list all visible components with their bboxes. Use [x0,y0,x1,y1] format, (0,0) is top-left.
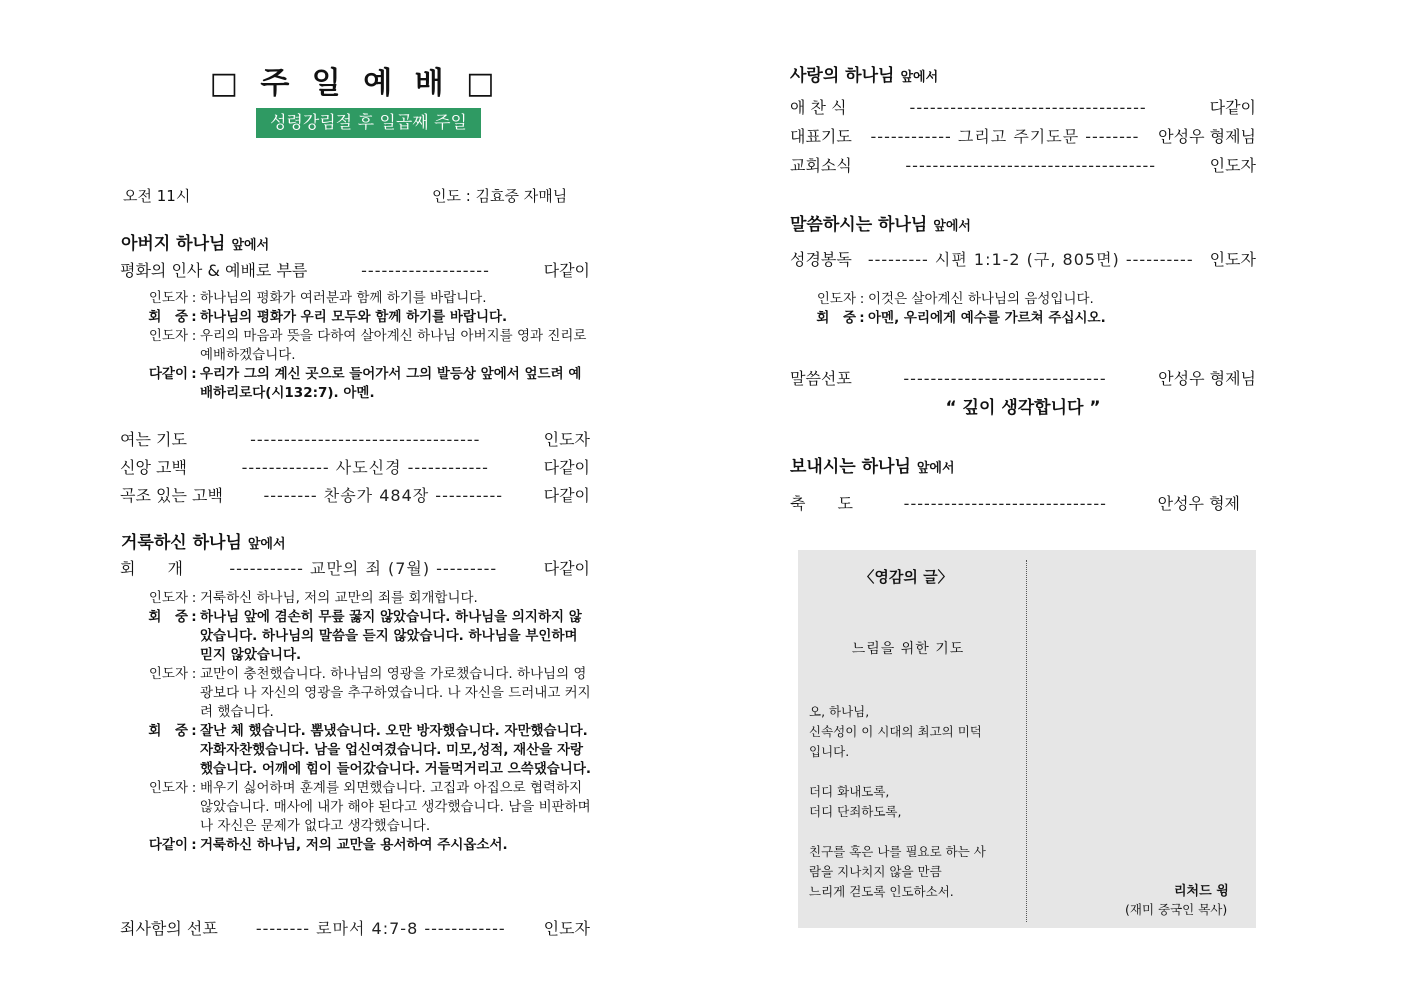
resp-who: 인도자 [148,328,188,344]
order-dash: -------- 찬송가 484장 ---------- [263,486,504,505]
poem-body [809,702,1019,902]
order-label: 죄사함의 선포 [120,919,218,938]
order-dash: ------------------------------------- [905,156,1157,175]
resp-text: 우리의 마음과 뜻을 다하여 살아계신 하나님 아버지를 영과 진리로 예배하겠습니다. [200,328,587,363]
poem-line: 신속성이 이 시대의 최고의 미덕 [809,724,982,739]
sunday-badge: 성령강림절 후 일곱째 주일 [256,108,481,138]
order-who: 다같이 [1209,98,1256,117]
poem-line: 입니다. [809,744,850,759]
sermon-title: “ 깊이 생각합니다 ” [945,398,1101,418]
order-dash: ----------------------------------- [909,98,1147,117]
resp-who: 인도자 [148,666,188,682]
poem-line: 오, 하나님, [809,704,870,719]
resp-who: 회 중 [816,310,856,326]
order-dash: ----------- 교만의 죄 (7월) --------- [229,559,498,578]
section-title: 보내시는 하나님 [790,457,911,477]
poem-line: 더디 화내도록, [809,784,890,799]
divider [1026,560,1027,922]
order-dash: ------------------------------ [903,369,1107,388]
order-who: 안성우 형제님 [1158,127,1256,146]
order-who: 인도자 [1209,250,1256,269]
order-label: 교회소식 [790,156,852,175]
section-subtitle: 앞에서 [231,238,270,253]
resp-who: 회 중 [148,723,188,739]
resp-text: 하나님 앞에 겸손히 무릎 꿇지 않았습니다. 하나님을 의지하지 않았습니다. 하나님의 말씀을 듣지 않았습니다. 하나님을 부인하며 믿지 않았습니다. [200,609,582,663]
order-label: 신앙 고백 [120,458,187,477]
section-sending-heading [790,452,955,477]
poem-author-note: (재미 중국인 목사) [1125,902,1228,917]
resp-text: 이것은 살아계신 하나님의 음성입니다. [868,291,1094,307]
section-holy-heading [121,528,286,553]
page-title: □ 주 일 예 배 □ [209,66,501,101]
inspiration-heading: 〈영감의 글〉 [859,568,953,586]
order-love-feast [790,95,1256,118]
order-who: 인도자 [1209,156,1256,175]
resp-who: 인도자 [148,290,188,306]
responsive-reading-2: 인도자 : 거룩하신 하나님, 저의 교만의 죄를 회개합니다. 회 중 : 하나님 앞에 겸손히 무릎 꿇지 않았습니다. 하나님을 의지하지 않았습니다. 하나님의 말씀을 듣지 않았습니다. 하나님을 부인하며 믿지 않았습니다. 인도자 : 교만이 충천했습니다. 하나님의 영광을 가로챘습니다. 하나님의 영광보다 나 자신의 영광을 추구하였습니다. 나 자신을 드러내고 커지려 했습니다. 회 중 : 잘난 체 했습니다. 뽐냈습니다. 오만 방자했습니다. 자만했습니다. 자화자찬했습니다. 남을 업신여겼습니다. 미모,성적, 재산을 자랑했습니다. 어깨에 힘이 들어갔습니다. 거들먹거리고 으쓱댔습니다. 인도자 : 배우기 싫어하며 훈계를 외면했습니다. 고집과 아집으로 협력하지 않았습니다. 매사에 내가 해야 된다고 생각했습니다. 남을 비판하며 나 자신은 문제가 없다고 생각했습니다. 다같이 : 거룩하신 하나님, 저의 교만을 용서하여 주시옵소서. [122,589,592,855]
order-who: 다같이 [543,261,590,280]
order-dash: ------------ 그리고 주기도문 -------- [870,127,1140,146]
poem-line: 친구를 혹은 나를 필요로 하는 사 [809,844,986,859]
order-who: 안성우 형제님 [1158,369,1256,388]
resp-who: 인도자 [148,590,188,606]
order-dash: ------------------------------ [903,494,1107,513]
order-sermon [790,366,1256,389]
responsive-reading-1: 인도자 : 하나님의 평화가 여러분과 함께 하기를 바랍니다. 회 중 : 하나님의 평화가 우리 모두와 함께 하기를 바랍니다. 인도자 : 우리의 마음과 뜻을 다하여 살아계신 하나님 아버지를 영과 진리로 예배하겠습니다. 다같이 : 우리가 그의 계신 곳으로 들어가서 그의 발등상 앞에서 엎드려 예배하리로다(시132:7). 아멘. [122,289,592,403]
order-representative-prayer [790,124,1256,147]
service-time: 오전 11시 [123,187,191,205]
order-who: 인도자 [543,430,590,449]
section-subtitle: 앞에서 [916,461,955,476]
section-subtitle: 앞에서 [933,219,971,234]
resp-text: 거룩하신 하나님, 저의 교만의 죄를 회개합니다. [200,590,478,606]
resp-who: 다같이 [148,837,188,853]
section-subtitle: 앞에서 [900,70,939,85]
order-label: 성경봉독 [790,250,852,269]
order-label: 애 찬 식 [790,98,847,117]
order-call-to-worship [120,258,590,281]
poem-line [809,762,1019,782]
order-benediction [790,491,1240,514]
section-title: 아버지 하나님 [121,234,226,254]
resp-text: 하나님의 평화가 우리 모두와 함께 하기를 바랍니다. [200,309,508,325]
resp-who: 회 중 [148,609,188,625]
order-who: 안성우 형제 [1157,494,1240,513]
order-absolution [120,916,590,939]
poem-line: 더디 단죄하도록, [809,804,902,819]
order-who: 인도자 [543,919,590,938]
order-label: 대표기도 [790,127,852,146]
order-dash: ------------- 사도신경 ------------ [241,458,489,477]
inspiration-box [798,550,1256,928]
poem-line [809,822,1019,842]
resp-text: 거룩하신 하나님, 저의 교만을 용서하여 주시옵소서. [200,837,508,853]
order-who: 다같이 [543,559,590,578]
poem-line: 느리게 걷도록 인도하소서. [809,884,954,899]
resp-text: 아멘, 우리에게 예수를 가르쳐 주십시오. [868,310,1106,326]
order-label: 평화의 인사 & 예배로 부름 [120,261,308,280]
order-hymn [120,483,590,506]
order-opening-prayer [120,427,590,450]
order-dash: -------- 로마서 4:7-8 ------------ [255,919,506,938]
section-word-heading [790,210,971,235]
poem-author: 리처드 윙 [1174,884,1229,899]
order-scripture-reading [790,247,1256,270]
poem-title: 느림을 위한 기도 [851,641,965,657]
order-dash: ------------------- [361,261,490,280]
resp-who: 회 중 [148,309,188,325]
order-creed [120,455,590,478]
order-label: 말씀선포 [790,369,852,388]
order-label: 회 개 [120,559,183,578]
resp-text: 잘난 체 했습니다. 뽐냈습니다. 오만 방자했습니다. 자만했습니다. 자화자찬했습니다. 남을 업신여겼습니다. 미모,성적, 재산을 자랑했습니다. 어깨에 힘이 들어갔습니다. 거들먹거리고 으쓱댔습니다. [200,723,591,777]
section-title: 말씀하시는 하나님 [790,215,928,235]
order-label: 곡조 있는 고백 [120,486,223,505]
order-repentance [120,556,590,579]
resp-text: 배우기 싫어하며 훈계를 외면했습니다. 고집과 아집으로 협력하지 않았습니다. 매사에 내가 해야 된다고 생각했습니다. 남을 비판하며 나 자신은 문제가 없다고 생각했습니다. [200,780,591,834]
order-who: 다같이 [543,458,590,477]
resp-who: 인도자 [148,780,188,796]
section-title: 사랑의 하나님 [790,66,895,86]
poem-line: 람을 지나치지 않을 만큼 [809,864,942,879]
resp-who: 다같이 [148,366,188,382]
section-title: 거룩하신 하나님 [121,533,242,553]
order-who: 다같이 [543,486,590,505]
service-leader: 인도 : 김효중 자매님 [432,187,568,205]
order-dash: ---------------------------------- [250,430,481,449]
resp-text: 하나님의 평화가 여러분과 함께 하기를 바랍니다. [200,290,487,306]
section-love-heading [790,61,938,86]
section-subtitle: 앞에서 [247,537,286,552]
resp-text: 교만이 충천했습니다. 하나님의 영광을 가로챘습니다. 하나님의 영광보다 나 자신의 영광을 추구하였습니다. 나 자신을 드러내고 커지려 했습니다. [200,666,591,720]
resp-text: 우리가 그의 계신 곳으로 들어가서 그의 발등상 앞에서 엎드려 예배하리로다(시132:7). 아멘. [200,366,582,401]
order-label: 여는 기도 [120,430,187,449]
order-church-news [790,153,1256,176]
responsive-reading-3: 인도자 : 이것은 살아계신 하나님의 음성입니다. 회 중 : 아멘, 우리에게 예수를 가르쳐 주십시오. [790,290,1256,328]
order-dash: --------- 시편 1:1-2 (구, 805면) ---------- [867,250,1194,269]
section-father-heading [121,229,269,254]
resp-who: 인도자 [816,291,856,307]
order-label: 축 도 [790,494,853,513]
